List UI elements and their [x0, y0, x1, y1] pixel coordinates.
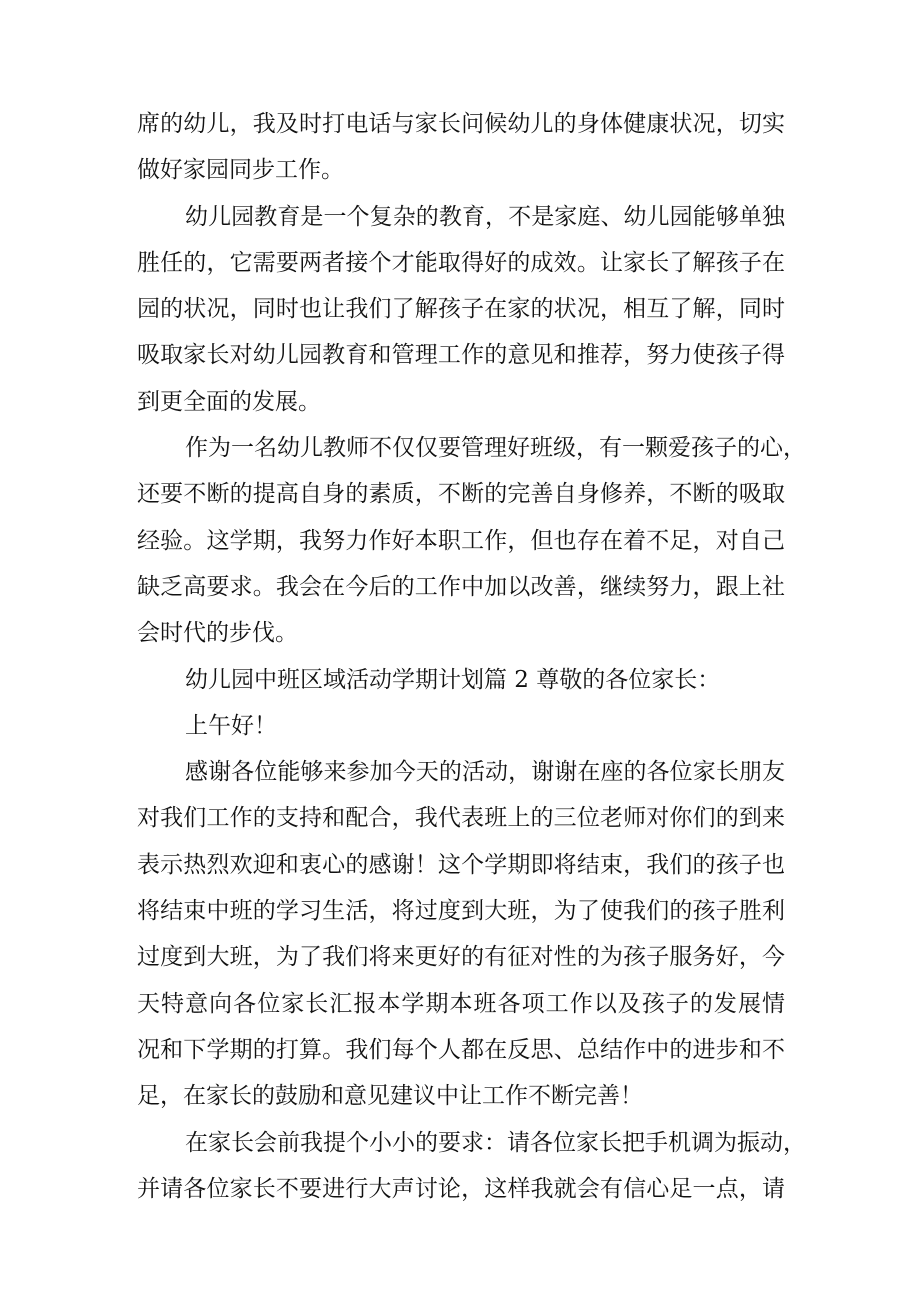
text-line: 足，在家长的鼓励和意见建议中让工作不断完善！ — [137, 1083, 643, 1110]
text-line: 经验。这学期，我努力作好本职工作，但也存在着不足，对自己 — [137, 527, 785, 554]
paragraph-heading — [137, 657, 785, 703]
text-line: 在家长会前我提个小小的要求：请各位家长把手机调为振动， — [185, 1129, 806, 1156]
text-line: 上午好！ — [185, 712, 277, 739]
text-line: 感谢各位能够来参加今天的活动，谢谢在座的各位家长朋友 — [185, 759, 785, 786]
text-line: 胜任的，它需要两者接个才能取得好的成效。让家长了解孩子在 — [137, 249, 785, 276]
text-line: 表示热烈欢迎和衷心的感谢！这个学期即将结束，我们的孩子也 — [137, 851, 785, 878]
text-line: 会时代的步伐。 — [137, 620, 298, 647]
paragraph — [137, 101, 785, 194]
paragraph — [137, 425, 806, 656]
text-line: 将结束中班的学习生活，将过度到大班，为了使我们的孩子胜利 — [137, 898, 785, 925]
text-line: 做好家园同步工作。 — [137, 157, 344, 184]
text-line: 席的幼儿，我及时打电话与家长问候幼儿的身体健康状况，切实 — [137, 111, 785, 137]
text-line: 园的状况，同时也让我们了解孩子在家的状况，相互了解，同时 — [137, 296, 785, 323]
text-line: 缺乏高要求。我会在今后的工作中加以改善，继续努力，跟上社 — [137, 573, 785, 600]
text-line: 幼儿园教育是一个复杂的教育，不是家庭、幼儿园能够单独 — [185, 203, 785, 230]
document-body — [137, 101, 806, 1212]
text-line: 还要不断的提高自身的素质，不断的完善自身修养，不断的吸取 — [137, 481, 785, 508]
text-line: 对我们工作的支持和配合，我代表班上的三位老师对你们的到来 — [137, 805, 785, 832]
text-line: 并请各位家长不要进行大声讨论，这样我就会有信心足一点，请 — [137, 1175, 785, 1202]
text-line: 天特意向各位家长汇报本学期本班各项工作以及孩子的发展情 — [137, 990, 785, 1017]
text-line: 过度到大班，为了我们将来更好的有征对性的为孩子服务好，今 — [137, 944, 785, 971]
text-line: 作为一名幼儿教师不仅仅要管理好班级，有一颗爱孩子的心， — [185, 435, 806, 462]
text-line: 幼儿园中班区域活动学期计划篇 2 尊敬的各位家长： — [185, 666, 721, 693]
text-line: 到更全面的发展。 — [137, 388, 321, 415]
text-line: 吸取家长对幼儿园教育和管理工作的意见和推荐，努力使孩子得 — [137, 342, 785, 369]
paragraph — [137, 749, 785, 1119]
paragraph — [137, 194, 785, 425]
paragraph — [137, 1120, 806, 1213]
text-line: 况和下学期的打算。我们每个人都在反思、总结作中的进步和不 — [137, 1036, 785, 1063]
paragraph-greeting — [137, 703, 785, 749]
